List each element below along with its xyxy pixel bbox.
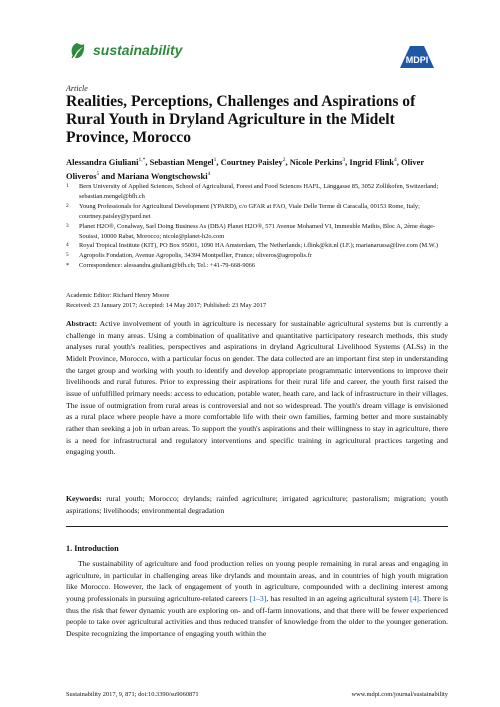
- author-name: Courtney Paisley: [220, 156, 283, 167]
- academic-editor: Academic Editor: Richard Henry Moore: [66, 292, 170, 299]
- abstract-text: Active involvement of youth in agriculture is necessary for sustainable agricultural systems but is currently a challenge in many areas. Using a combination of qualitative and quantitative participatory research methods, this study analyses rural youth's realities, perspectives and aspirations in dryland Agricultural Livelihood Systems (ALSs) in the Midelt Province, Morocco, with a particular focus on gender. The data collected are an important first step in understanding the target group and working with youth to identify and develop appropriate programmatic interventions to improve their livelihoods and rural futures. Prior to expressing their aspirations for their rural life and career, the youth first raised the issue of unfulfilled primary needs: access to education, potable water, heath care, and lack of infrastructure in their villages. The issue of outmigration from rural areas is controversial and not so widespread. The youth's dream village is envisioned as a rural place where people have a more comfortable life with their own families, farming better and more sustainably rather than seeking a job in urban areas. To support the youth's aspirations and their willingness to stay in agriculture, there is a need for infrastructural and regulatory interventions and specific training in agricultural practices targeting and engaging youth.: [66, 319, 448, 457]
- journal-citation: Sustainability 2017, 9, 871; doi:10.3390/su9060871: [66, 691, 199, 698]
- intro-text: . There is thus the risk that fewer dynamic youth are exploring on- and off-farm innovations, and that there will be fewer experienced people to take over agricultural activities and thus reduced transfer of knowledge from the older to the younger generation. Despite recognizing the importance of engaging youth within the: [66, 593, 448, 638]
- keywords-label: Keywords:: [66, 494, 102, 503]
- article-type: Article: [66, 84, 88, 93]
- affiliation-marker: 2: [66, 202, 69, 209]
- abstract-label: Abstract:: [66, 319, 98, 328]
- introduction-paragraph: [66, 558, 448, 640]
- affiliation-text: Agropolis Fondation, Avenue Agropolis, 34394 Montpellier, France; oliveros@agropolis.fr: [79, 252, 312, 260]
- affiliation-item: [66, 202, 446, 222]
- author-name: Oliver Oliveros: [66, 156, 425, 182]
- author-name: Ingrid Flink: [349, 156, 395, 167]
- affiliation-text: Bern University of Applied Sciences, School of Agricultural, Forest and Food Sciences HAFL, Länggasse 85, 3052 Zollikofen, Switzerland; sebastian.mengel@bfh.ch: [79, 183, 439, 200]
- affiliation-marker: 1: [66, 183, 69, 189]
- citation-link[interactable]: [1–3]: [249, 593, 267, 603]
- intro-text: , has resulted in an ageing agricultural system: [266, 593, 411, 603]
- author-mark: 4: [207, 171, 211, 178]
- paper-title: Realities, Perceptions, Challenges and Aspirations of Rural Youth in Dryland Agriculture in the Midelt Province, Morocco: [66, 93, 416, 146]
- sustainability-logo-icon: [66, 40, 88, 62]
- author-mark: 1: [213, 157, 217, 163]
- citation-link[interactable]: [4]: [410, 593, 419, 603]
- affiliation-item: [66, 182, 446, 202]
- author-name: Mariana Wongtschowski: [117, 171, 208, 182]
- affiliation-text: Young Professionals for Agricultural Development (YPARD), c/o GFAR at FAO, Viale Delle Terme di Caracalla, 00153 Rome, Italy; courtney.paisley@ypard.net: [79, 202, 420, 220]
- affiliation-marker: 5: [66, 252, 69, 259]
- section-divider: [66, 526, 448, 527]
- affiliation-text: Royal Tropical Institute (KIT), PO Box 95001, 1090 HA Amsterdam, The Netherlands; i.flink@kit.nl (I.F.); marianarussa@live.com (M.W.): [79, 242, 438, 250]
- affiliation-text: Planet H2O®, Conalway, Sarl Doing Business As (DBA) Planet H2O®, 571 Avenue Mohamed VI, Immeuble Mathis, Bloc A, 2ème étage-Souissi, 10000 Rabat, Morocco; nicole@planet-h2o.com: [79, 222, 436, 240]
- mdpi-logo-icon: [398, 44, 436, 70]
- journal-name: sustainability: [93, 42, 183, 58]
- intro-text: The sustainability of agriculture and food production relies on young people remaining in rural areas and engaging in agriculture, in particular in challenging areas like drylands and mountain areas, and in countries of high youth migration like Morocco. However, the lack of engagement of youth in agriculture, compounded with a declining interest among young professionals in pursuing agriculture-related careers: [66, 559, 448, 603]
- author-name: Sebastian Mengel: [149, 156, 214, 167]
- section-heading: 1. Introduction: [66, 544, 119, 553]
- keywords: [66, 493, 448, 516]
- author-list: Alessandra Giuliani$^{1,*}$, Sebastian Mengel$^1$, Courtney Paisley$^2$, Nicole Perkins$^3$, Ingrid Flink$^4$, Oliver Oliveros$^5$ and Mariana Wongtschowski$^4$: [66, 156, 425, 182]
- correspondence-marker: *: [66, 262, 70, 270]
- author-mark: 2: [282, 157, 286, 163]
- keywords-text: rural youth; Morocco; drylands; rainfed agriculture; irrigated agriculture; pastoralism; migration; youth aspirations; livelihoods; environmental degradation: [66, 494, 448, 515]
- author-mark: 4: [394, 157, 397, 163]
- correspondence: [66, 261, 446, 271]
- author-mark: 5: [96, 171, 100, 178]
- affiliation-list: [66, 182, 446, 271]
- affiliation-marker: 3: [66, 222, 69, 229]
- affiliation-item: [66, 241, 446, 251]
- affiliation-item: [66, 222, 446, 242]
- author-name: Alessandra Giuliani: [66, 156, 139, 167]
- correspondence-text: Correspondence: alessandra.giuliani@bfh.ch; Tel.: +41-79-668-9066: [79, 262, 256, 270]
- affiliation-item: [66, 251, 446, 261]
- abstract: [66, 318, 448, 458]
- author-mark: 1,*: [138, 157, 146, 163]
- publication-dates: Received: 23 January 2017; Accepted: 14 May 2017; Published: 23 May 2017: [66, 302, 267, 309]
- affiliation-marker: 4: [66, 242, 69, 249]
- journal-url[interactable]: www.mdpi.com/journal/sustainability: [351, 691, 448, 698]
- author-mark: 3: [342, 157, 346, 163]
- author-name: Nicole Perkins: [289, 156, 343, 167]
- mdpi-logo-text: MDPI: [405, 55, 429, 65]
